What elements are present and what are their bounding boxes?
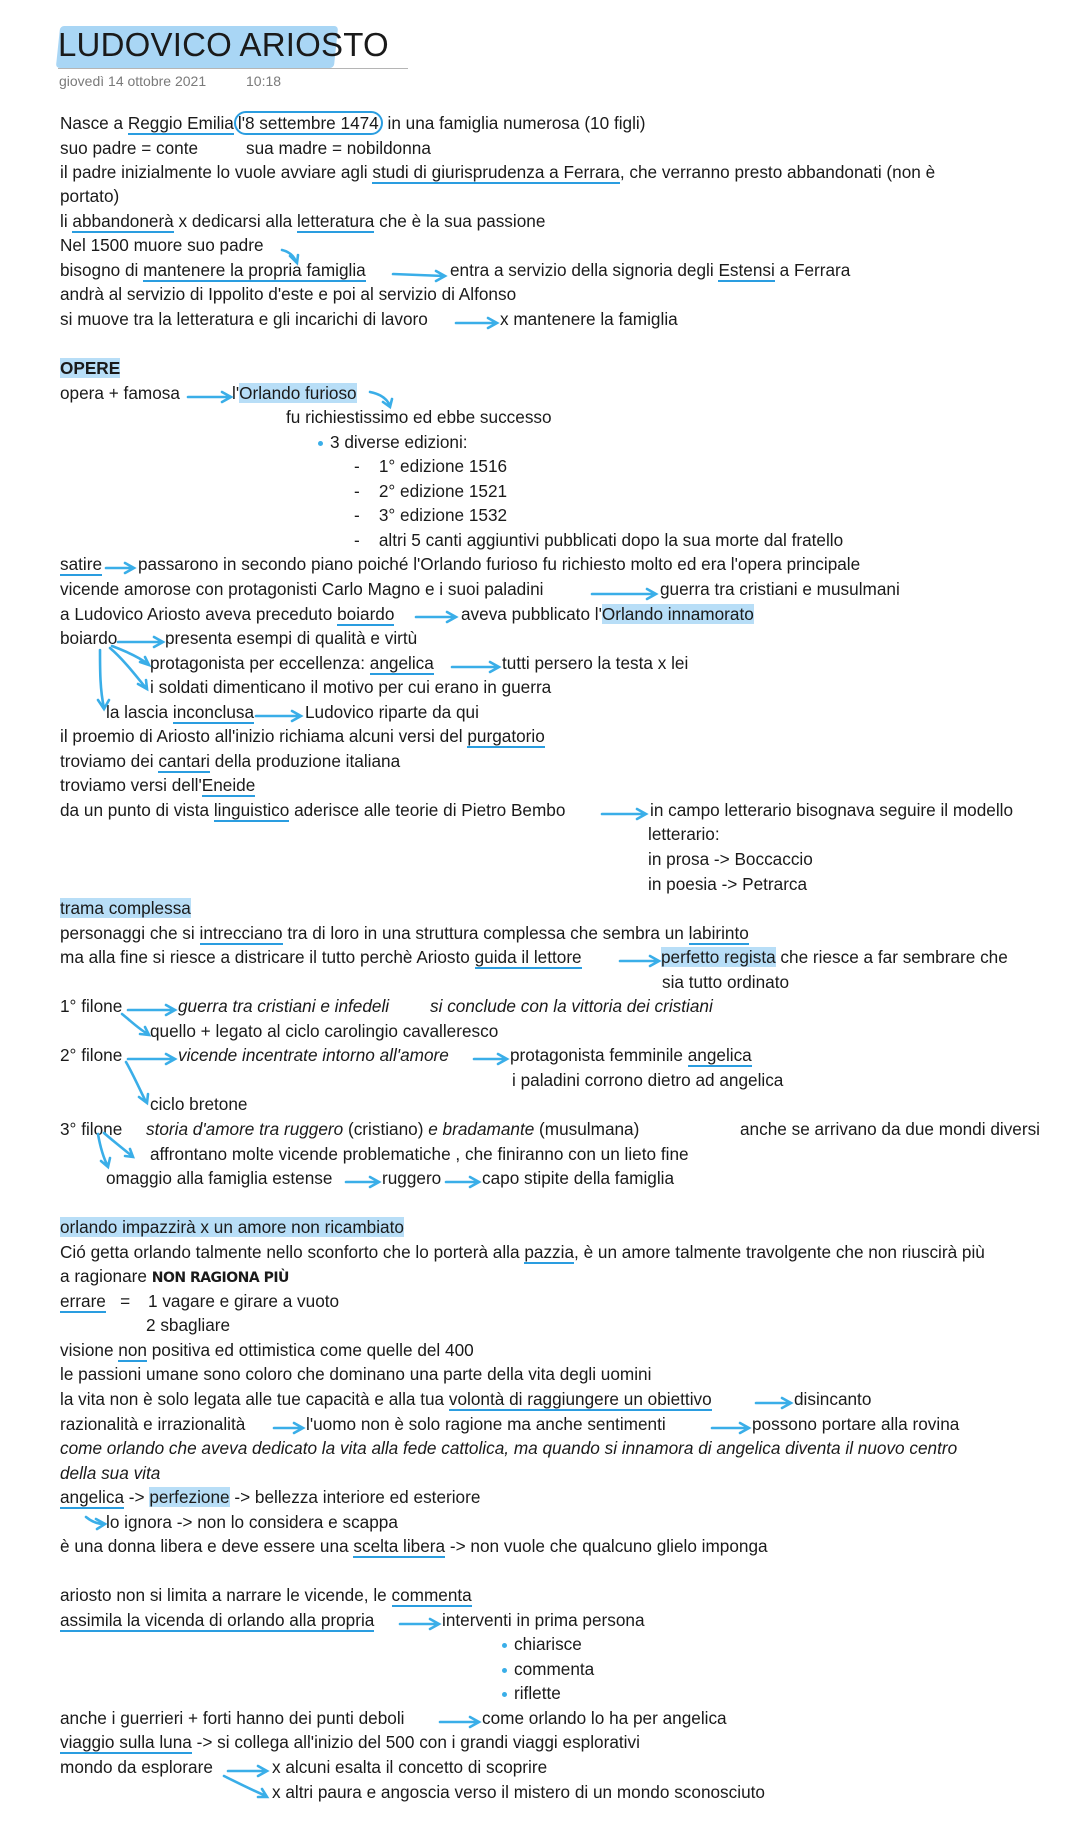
arrow-icon [224, 1776, 267, 1797]
text-line: la lascia inconclusa [106, 702, 255, 722]
text-line: si conclude con la vittoria dei cristiani [430, 996, 713, 1016]
text-line: satire [60, 554, 103, 574]
arrow-icon [118, 637, 163, 647]
text-line: aveva pubblicato l'Orlando innamorato [461, 604, 754, 624]
text-line: Ció getta orlando talmente nello sconforto che lo porterà alla pazzia, è un amore talmente travolgente che non riuscirà più [60, 1242, 985, 1262]
text-line: omaggio alla famiglia estense [106, 1168, 333, 1188]
arrow-icon [400, 1619, 439, 1629]
text-line: x altri paura e angoscia verso il mistero di un mondo sconosciuto [272, 1782, 765, 1802]
arrow-icon [256, 711, 301, 721]
text-line: fu richiestissimo ed ebbe successo [286, 407, 552, 427]
arrow-icon [446, 1177, 479, 1187]
arrow-icon [474, 1054, 507, 1064]
text-line: bisogno di mantenere la propria famiglia [60, 260, 366, 280]
title-divider [58, 68, 408, 69]
text-line: viaggio sulla luna -> si collega all'inizio del 500 con i grandi viaggi esplorativi [60, 1732, 640, 1752]
text-line: vicende incentrate intorno all'amore [178, 1045, 449, 1065]
text-line: 3° filone [60, 1119, 123, 1139]
text-line: portato) [60, 186, 120, 206]
text-line: 1° filone [60, 996, 123, 1016]
text-line: la vita non è solo legata alle tue capacità e alla tua volontà di raggiungere un obiettivo [60, 1389, 712, 1409]
section-heading: orlando impazzirà x un amore non ricambiato [60, 1217, 404, 1237]
text-line: a ragionare NON RAGIONA PIÙ [60, 1266, 289, 1286]
text-line: personaggi che si intrecciano tra di loro in una struttura complessa che sembra un labirinto [60, 923, 749, 943]
text-line: a Ludovico Ariosto aveva preceduto boiardo [60, 604, 395, 624]
text-line: li abbandonerà x dedicarsi alla letteratura che è la sua passione [60, 211, 546, 231]
bullet-icon [502, 1643, 507, 1648]
text-line: guerra tra cristiani e musulmani [660, 579, 900, 599]
list-item: chiarisce [502, 1633, 582, 1655]
text-line: si muove tra la letteratura e gli incarichi di lavoro [60, 309, 428, 329]
text-line: come orlando che aveva dedicato la vita alla fede cattolica, ma quando si innamora di angelica diventa il nuovo centro [60, 1438, 958, 1458]
section-heading: trama complessa [60, 898, 191, 918]
text-line: storia d'amore tra ruggero (cristiano) e bradamante (musulmana) [146, 1119, 640, 1139]
text-line: in poesia -> Petrarca [648, 874, 808, 894]
arrow-icon [620, 956, 659, 966]
title-block [58, 22, 389, 68]
arrow-icon [188, 392, 231, 402]
text-line: letterario: [648, 824, 720, 844]
note-date: giovedì 14 ottobre 2021 [59, 73, 207, 89]
list-item: commenta [502, 1658, 594, 1680]
text-line: il padre inizialmente lo vuole avviare agli studi di giurisprudenza a Ferrara, che verranno presto abbandonati (non è [60, 162, 936, 182]
arrow-icon [592, 589, 656, 599]
text-line: anche se arrivano da due mondi diversi [740, 1119, 1041, 1139]
text-line: 2° filone [60, 1045, 123, 1065]
text-line: i soldati dimenticano il motivo per cui erano in guerra [150, 677, 552, 697]
arrow-icon [440, 1717, 479, 1727]
list-item: - 3° edizione 1532 [354, 505, 508, 525]
page-title: LUDOVICO ARIOSTO [58, 26, 389, 63]
list-item: - altri 5 canti aggiuntivi pubblicati dopo la sua morte dal fratello [354, 530, 844, 550]
text-line: vicende amorose con protagonisti Carlo Magno e i suoi paladini [60, 579, 544, 599]
text-line: sua madre = nobildonna [246, 138, 431, 158]
text-line: possono portare alla rovina [752, 1414, 960, 1434]
list-item: riflette [502, 1682, 561, 1704]
text-line: protagonista femminile angelica [510, 1045, 752, 1065]
arrow-icon [370, 392, 392, 407]
text-line: l'Orlando furioso [232, 383, 357, 403]
note-timestamp [59, 73, 281, 89]
text-line: quello + legato al ciclo carolingio cavalleresco [150, 1021, 499, 1041]
text-line: ariosto non si limita a narrare le vicende, le commenta [60, 1585, 472, 1605]
text-line: troviamo dei cantari della produzione italiana [60, 751, 401, 771]
arrow-icon [756, 1398, 791, 1408]
text-line: il proemio di Ariosto all'inizio richiama alcuni versi del purgatorio [60, 726, 545, 746]
text-line: ciclo bretone [150, 1094, 248, 1114]
text-line: passarono in secondo piano poiché l'Orlando furioso fu richiesto molto ed era l'opera principale [138, 554, 861, 574]
arrow-icon [452, 662, 499, 672]
text-line: lo ignora -> non lo considera e scappa [106, 1512, 398, 1532]
text-line: boiardo [60, 628, 118, 648]
text-line: x mantenere la famiglia [500, 309, 678, 329]
text-line: come orlando lo ha per angelica [482, 1708, 727, 1728]
text-line: x alcuni esalta il concetto di scoprire [272, 1757, 548, 1777]
arrow-icon [456, 318, 497, 328]
text-line: da un punto di vista linguistico aderisce alle teorie di Pietro Bembo [60, 800, 566, 820]
text-line: Nel 1500 muore suo padre [60, 235, 264, 255]
bullet-icon [502, 1692, 507, 1697]
arrow-icon [112, 646, 149, 665]
text-line: Nasce a Reggio Emilia l'8 settembre 1474 in una famiglia numerosa (10 figli) [60, 113, 646, 133]
text-line: opera + famosa [60, 383, 180, 403]
text-line: entra a servizio della signoria degli Estensi a Ferrara [450, 260, 851, 280]
bullet-icon [502, 1668, 507, 1673]
text-line: è una donna libera e deve essere una scelta libera -> non vuole che qualcuno glielo imponga [60, 1536, 768, 1556]
arrow-icon [393, 271, 445, 281]
text-line: disincanto [794, 1389, 872, 1409]
arrow-icon [110, 648, 147, 689]
text-line: visione non positiva ed ottimistica come quelle del 400 [60, 1340, 474, 1360]
arrow-icon [128, 1054, 175, 1064]
arrow-icon [122, 1014, 149, 1035]
text-line: anche i guerrieri + forti hanno dei punti deboli [60, 1708, 405, 1728]
arrow-icon [712, 1423, 749, 1433]
text-line: razionalità e irrazionalità [60, 1414, 246, 1434]
text-line: della sua vita [60, 1463, 161, 1483]
note-time: 10:18 [246, 73, 282, 89]
arrow-icon [126, 1062, 148, 1103]
arrow-icon [274, 1423, 303, 1433]
text-line: in prosa -> Boccaccio [648, 849, 813, 869]
arrow-icon [106, 563, 134, 573]
text-line: Ludovico riparte da qui [305, 702, 479, 722]
text-line: ma alla fine si riesce a districare il tutto perchè Ariosto guida il lettore [60, 947, 582, 967]
handwritten-note: NON RAGIONA PIÙ [151, 1270, 289, 1286]
arrow-icon [346, 1177, 379, 1187]
text-line: suo padre = conte [60, 138, 199, 158]
arrow-icon [416, 612, 456, 622]
text-line: errare = [60, 1291, 131, 1311]
text-line: i paladini corrono dietro ad angelica [512, 1070, 784, 1090]
text-line: troviamo versi dell'Eneide [60, 775, 256, 795]
text-line: le passioni umane sono coloro che dominano una parte della vita degli uomini [60, 1364, 652, 1384]
text-line: guerra tra cristiani e infedeli [178, 996, 390, 1016]
arrow-icon [602, 809, 646, 819]
list-item: - 2° edizione 1521 [354, 481, 508, 501]
text-line: sia tutto ordinato [662, 972, 790, 992]
text-line: l'uomo non è solo ragione ma anche sentimenti [306, 1414, 666, 1434]
text-line: capo stipite della famiglia [482, 1168, 675, 1188]
text-line: perfetto regista che riesce a far sembrare che [661, 947, 1008, 967]
text-line: 3 diverse edizioni: [318, 431, 468, 453]
text-line: presenta esempi di qualità e virtù [165, 628, 418, 648]
text-line: ruggero [382, 1168, 442, 1188]
text-line: tutti persero la testa x lei [502, 653, 689, 673]
text-line: andrà al servizio di Ippolito d'este e poi al servizio di Alfonso [60, 284, 517, 304]
text-line: interventi in prima persona [442, 1610, 645, 1630]
text-line: mondo da esplorare [60, 1757, 213, 1777]
section-heading: OPERE [60, 358, 121, 378]
list-item: - 1° edizione 1516 [354, 456, 508, 476]
text-line: in campo letterario bisognava seguire il modello [650, 800, 1014, 820]
text-line: protagonista per eccellenza: angelica [150, 653, 434, 673]
text-line: affrontano molte vicende problematiche , che finiranno con un lieto fine [150, 1144, 689, 1164]
arrow-icon [86, 1517, 105, 1529]
arrow-icon [228, 1766, 267, 1776]
bullet-icon [318, 441, 323, 446]
arrow-icon [128, 1005, 175, 1015]
text-line: assimila la vicenda di orlando alla propria [60, 1610, 375, 1630]
text-line: 1 vagare e girare a vuoto [148, 1291, 340, 1311]
text-line: angelica -> perfezione -> bellezza interiore ed esteriore [60, 1487, 481, 1507]
text-line: 2 sbagliare [146, 1315, 231, 1335]
